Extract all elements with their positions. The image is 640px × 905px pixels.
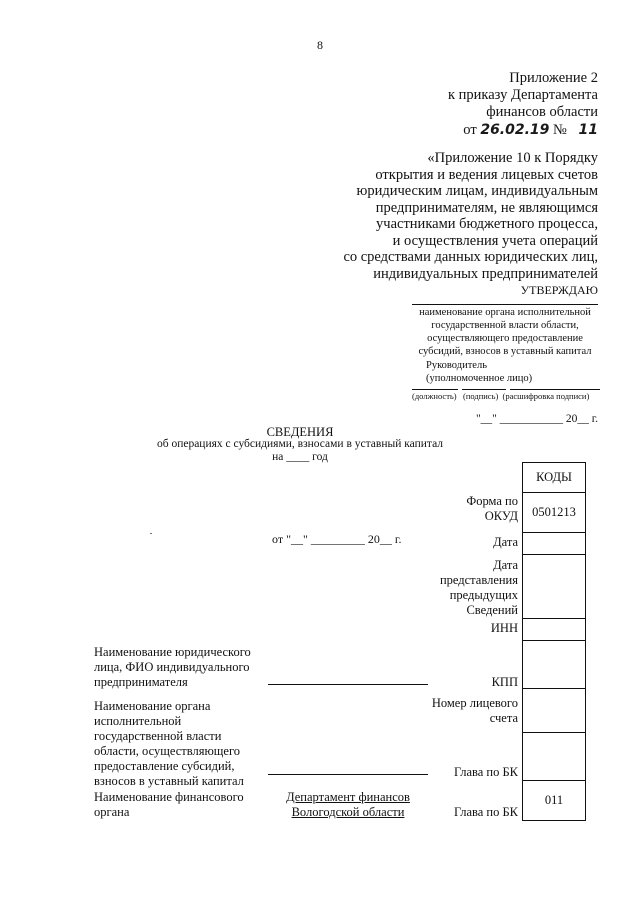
signature-captions: (должность) (подпись) (расшифровка подписи)	[412, 391, 590, 401]
annex-line: и осуществления учета операций	[392, 232, 598, 249]
legal-entity-label: Наименование юридического лица, ФИО индивидуального предпринимателя	[94, 645, 251, 689]
annex-line: открытия и ведения лицевых счетов	[375, 166, 598, 183]
label-okud: Форма по ОКУД	[466, 494, 518, 523]
approve-date: "__" ___________ 20__ г.	[475, 413, 598, 425]
codes-table	[522, 462, 586, 821]
code-inn-value	[523, 619, 585, 641]
document-year: на ____ год	[272, 451, 328, 463]
scan-speck	[150, 533, 152, 534]
authority-caption-line: осуществляющего предоставление	[427, 333, 583, 344]
order-reference	[448, 122, 598, 139]
annex-line: юридическим лицам, индивидуальным	[356, 183, 598, 199]
code-account-value	[523, 689, 585, 733]
label-prev-date: Дата представления предыдущих Сведений	[439, 558, 518, 617]
code-prev-date-value	[523, 555, 585, 619]
annex-line: «Приложение 10 к Порядку	[427, 150, 598, 166]
executive-body-label: Наименование органа исполнительной государственной власти области, осуществляющего предоставление субсидий, взносов в уставный капитал	[94, 699, 244, 788]
label-account: Номер лицевого счета	[431, 696, 518, 725]
signature-decode-line	[510, 389, 600, 390]
finance-body-label: Наименование финансового органа	[94, 790, 244, 819]
annex-line: предпринимателям, не являющимся	[375, 199, 598, 216]
label-inn: ИНН	[490, 621, 518, 635]
position-line	[412, 389, 458, 390]
appendix-department: финансов области	[486, 104, 598, 120]
appendix-header	[448, 70, 598, 139]
annex-line: индивидуальных предпринимателей	[373, 265, 598, 282]
authority-caption-line: государственной власти области,	[431, 320, 579, 331]
executive-body-value-line	[268, 774, 428, 775]
code-kpp-value	[523, 641, 585, 689]
authority-caption-line: наименование органа исполнительной	[419, 307, 591, 318]
annex-line: со средствами данных юридических лиц,	[343, 249, 598, 265]
appendix-title: Приложение 2	[509, 70, 598, 86]
label-kpp: КПП	[491, 675, 518, 689]
approve-head: Руководитель	[426, 360, 487, 371]
code-chapter-value	[523, 733, 585, 781]
label-date: Дата	[493, 535, 518, 549]
code-date-value	[523, 533, 585, 555]
code-okud-value: 0501213	[523, 493, 585, 533]
finance-body-value-line2: Вологодской области	[291, 805, 405, 819]
document-title: СВЕДЕНИЯ	[266, 425, 334, 439]
annex-line: участниками бюджетного процесса,	[376, 216, 598, 232]
authority-caption-line: субсидий, взносов в уставный капитал	[418, 346, 592, 357]
appendix-order-line: к приказу Департамента	[447, 87, 598, 103]
form-date: от "__" _________ 20__ г.	[272, 532, 402, 546]
approve-authorized: (уполномоченное лицо)	[426, 373, 533, 384]
annex-block	[343, 150, 598, 282]
approve-authority-line	[412, 304, 598, 305]
legal-entity-value-line	[268, 684, 428, 685]
order-number: 11	[578, 122, 598, 138]
approve-title: УТВЕРЖДАЮ	[520, 283, 598, 297]
finance-body-value	[268, 790, 428, 820]
page-number: 8	[317, 38, 323, 52]
label-chapter: Глава по БК	[453, 805, 518, 819]
approve-authority-caption	[408, 306, 602, 358]
document-subtitle: об операциях с субсидиями, взносами в уставный капитал	[156, 438, 444, 450]
order-prefix: от	[463, 122, 477, 138]
code-chapter-value: 011	[523, 781, 585, 821]
signature-line	[462, 389, 506, 390]
label-chapter: Глава по БК	[453, 765, 518, 779]
finance-body-value-line1: Департамент финансов	[286, 790, 410, 804]
codes-header: КОДЫ	[523, 463, 585, 493]
order-no-label: №	[553, 122, 567, 138]
order-date: 26.02.19	[480, 122, 550, 138]
